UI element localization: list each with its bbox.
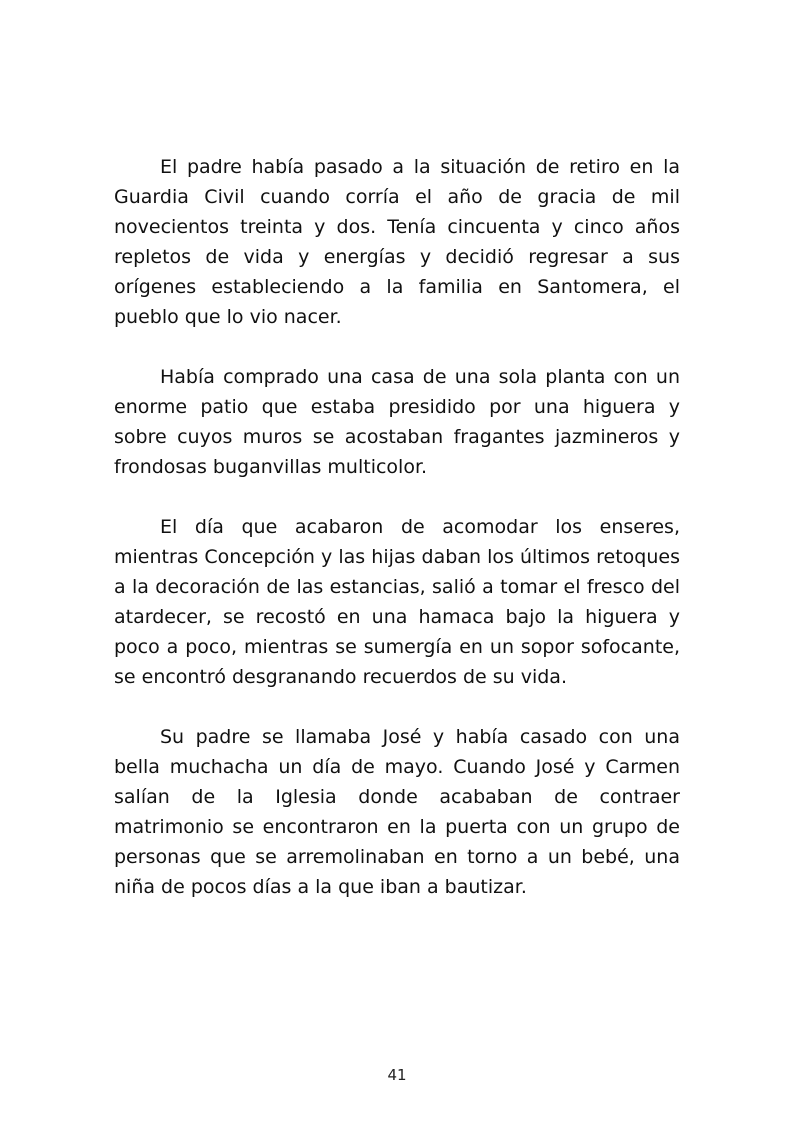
paragraph-4: Su padre se llamaba José y había casado con una bella muchacha un día de mayo. Cuando José y Carmen salían de la Iglesia donde acababan de contraer matrimonio se encontraron en la puerta con un grupo de personas que se arremolinaban en torno a un bebé, una niña de pocos días a la que iban a bautizar.	[114, 726, 680, 898]
paragraph-3: El día que acabaron de acomodar los enseres, mientras Concepción y las hijas daban los últimos retoques a la decoración de las estancias, salió a tomar el fresco del atardecer, se recostó en una hamaca bajo la higuera y poco a poco, mientras se sumergía en un sopor sofocante, se encontró desgranando recuerdos de su vida.	[114, 516, 680, 688]
paragraph-2: Había comprado una casa de una sola planta con un enorme patio que estaba presidido por una higuera y sobre cuyos muros se acostaban fragantes jazmineros y frondosas buganvillas multicolor.	[114, 366, 680, 478]
page-number: 41	[387, 1066, 407, 1084]
paragraph-1: El padre había pasado a la situación de retiro en la Guardia Civil cuando corría el año de gracia de mil novecientos treinta y dos. Tenía cincuenta y cinco años repletos de vida y energías y decidió regresar a sus orígenes estableciendo a la familia en Santomera, el pueblo que lo vio nacer.	[114, 156, 680, 328]
body-text	[114, 152, 680, 932]
